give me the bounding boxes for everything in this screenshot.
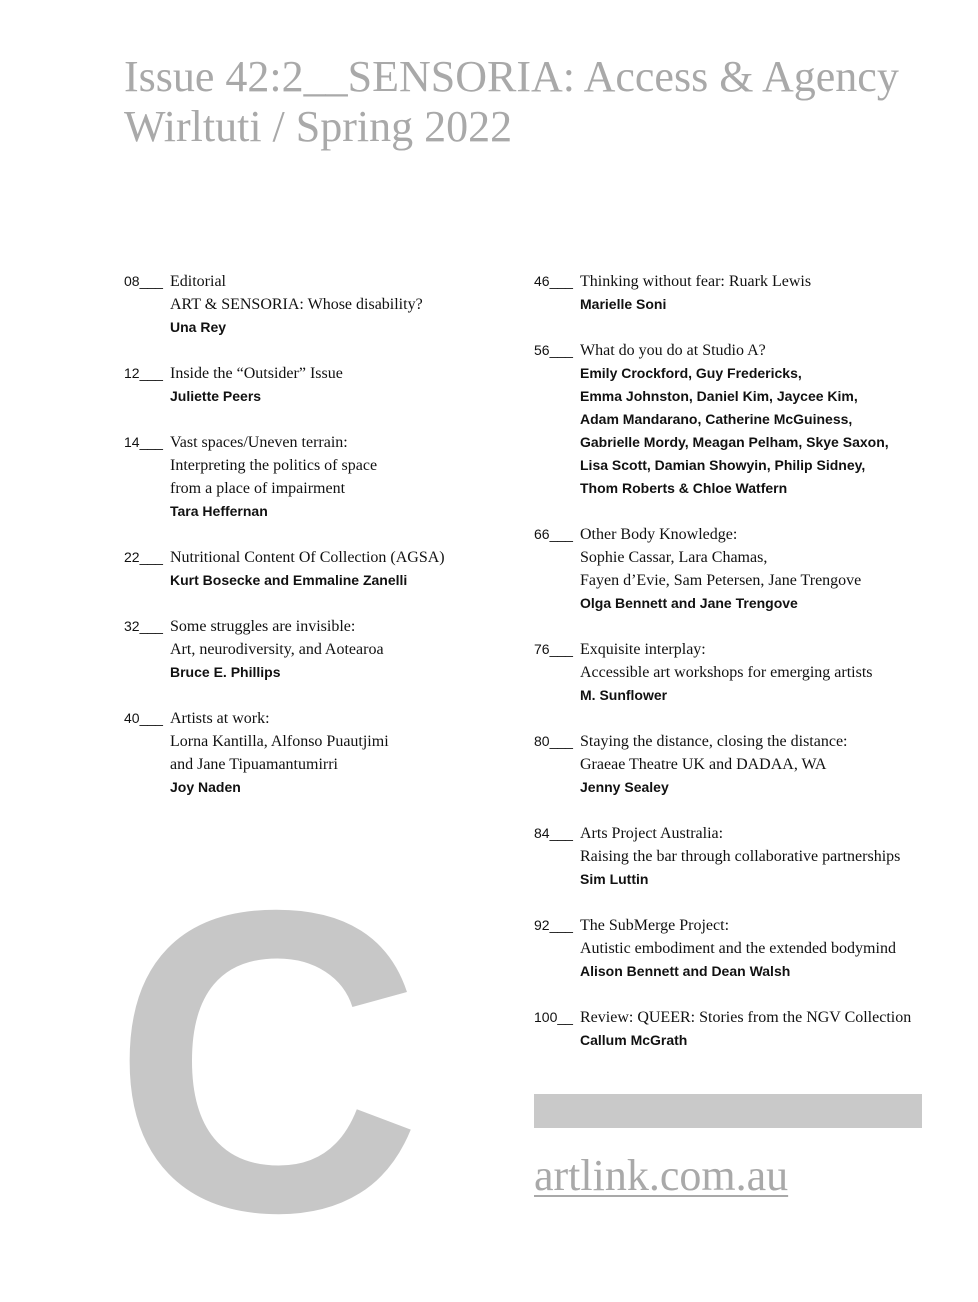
page-number: 14___ — [124, 434, 163, 450]
article-author-line: Thom Roberts & Chloe Watfern — [580, 480, 788, 496]
article-title-line: Raising the bar through collaborative partnerships — [580, 848, 901, 865]
article-title-line: Lorna Kantilla, Alfonso Puautjimi — [170, 733, 389, 750]
contents-entry[interactable] — [534, 730, 954, 799]
contents-entry[interactable] — [124, 431, 524, 523]
article-author-line: Tara Heffernan — [170, 503, 268, 519]
contents-entry[interactable] — [534, 822, 954, 891]
page-number: 56___ — [534, 342, 573, 358]
article-author-line: Sim Luttin — [580, 871, 649, 887]
contents-entry[interactable] — [534, 1006, 954, 1052]
page-number: 80___ — [534, 733, 573, 749]
website-link[interactable]: artlink.com.au — [534, 1151, 789, 1200]
contents-entry[interactable] — [534, 339, 954, 500]
article-title-line: Interpreting the politics of space — [170, 457, 378, 474]
page-number: 46___ — [534, 273, 573, 289]
issue-season: Wirltuti / Spring 2022 — [124, 102, 513, 151]
contents-entry[interactable] — [124, 546, 524, 592]
issue-title: Issue 42:2__SENSORIA: Access & Agency — [124, 52, 899, 101]
article-title-line: Staying the distance, closing the distance: — [580, 733, 848, 750]
decorative-bar — [534, 1094, 922, 1128]
article-title-line: Artists at work: — [170, 710, 270, 727]
article-author-line: Jenny Sealey — [580, 779, 669, 795]
page-number: 40___ — [124, 710, 163, 726]
page-number: 66___ — [534, 526, 573, 542]
article-title-line: Vast spaces/Uneven terrain: — [170, 434, 348, 451]
page-number: 84___ — [534, 825, 573, 841]
contents-entry[interactable] — [124, 362, 524, 408]
article-title-line: Art, neurodiversity, and Aotearoa — [170, 641, 384, 658]
article-title-line: Thinking without fear: Ruark Lewis — [580, 273, 812, 290]
article-author-line: Emma Johnston, Daniel Kim, Jaycee Kim, — [580, 388, 858, 404]
article-author-line: Bruce E. Phillips — [170, 664, 281, 680]
article-author-line: Olga Bennett and Jane Trengove — [580, 595, 798, 611]
contents-entry[interactable] — [124, 707, 524, 799]
article-author-line: M. Sunflower — [580, 687, 668, 703]
contents-entry[interactable] — [124, 615, 524, 684]
article-author-line: Juliette Peers — [170, 388, 262, 404]
article-title-line: Autistic embodiment and the extended bodymind — [580, 940, 896, 957]
page-number: 12___ — [124, 365, 163, 381]
article-author-line: Adam Mandarano, Catherine McGuiness, — [580, 411, 853, 427]
article-title-line: Arts Project Australia: — [580, 825, 724, 842]
artlink-logo-letter: C — [112, 822, 423, 1302]
article-author-line: Emily Crockford, Guy Fredericks, — [580, 365, 802, 381]
issue-header — [124, 52, 954, 152]
article-author-line: Marielle Soni — [580, 296, 667, 312]
article-title-line: Accessible art workshops for emerging artists — [580, 664, 873, 681]
article-author-line: Callum McGrath — [580, 1032, 688, 1048]
page-number: 76___ — [534, 641, 573, 657]
article-author-line: Joy Naden — [170, 779, 241, 795]
article-title-line: Exquisite interplay: — [580, 641, 706, 658]
contents-entry[interactable] — [534, 523, 954, 615]
page-number: 22___ — [124, 549, 163, 565]
article-title-line: Some struggles are invisible: — [170, 618, 356, 635]
article-title-line: Review: QUEER: Stories from the NGV Collection — [580, 1009, 912, 1026]
article-title-line: Graeae Theatre UK and DADAA, WA — [580, 756, 827, 773]
article-title-line: Inside the “Outsider” Issue — [170, 365, 343, 382]
article-title-line: from a place of impairment — [170, 480, 346, 497]
article-title-line: ART & SENSORIA: Whose disability? — [170, 296, 423, 313]
contents-column-left — [124, 270, 524, 822]
article-title-line: Nutritional Content Of Collection (AGSA) — [170, 549, 445, 566]
page-number: 32___ — [124, 618, 163, 634]
article-author-line: Lisa Scott, Damian Showyin, Philip Sidney, — [580, 457, 866, 473]
article-author-line: Kurt Bosecke and Emmaline Zanelli — [170, 572, 408, 588]
contents-entry[interactable] — [534, 914, 954, 983]
page-number: 100__ — [534, 1009, 573, 1025]
article-title-line: What do you do at Studio A? — [580, 342, 766, 359]
article-title-line: The SubMerge Project: — [580, 917, 730, 934]
contents-entry[interactable] — [534, 270, 954, 316]
article-title-line: and Jane Tipuamantumirri — [170, 756, 338, 773]
article-title-line: Other Body Knowledge: — [580, 526, 738, 543]
article-author-line: Alison Bennett and Dean Walsh — [580, 963, 791, 979]
article-title-line: Sophie Cassar, Lara Chamas, — [580, 549, 768, 566]
page-number: 92___ — [534, 917, 573, 933]
contents-entry[interactable] — [124, 270, 524, 339]
article-author-line: Una Rey — [170, 319, 227, 335]
contents-column-right — [534, 270, 954, 1075]
article-title-line: Fayen d’Evie, Sam Petersen, Jane Trengove — [580, 572, 862, 589]
article-title-line: Editorial — [170, 273, 226, 290]
contents-entry[interactable] — [534, 638, 954, 707]
article-author-line: Gabrielle Mordy, Meagan Pelham, Skye Saxon, — [580, 434, 889, 450]
page-number: 08___ — [124, 273, 163, 289]
